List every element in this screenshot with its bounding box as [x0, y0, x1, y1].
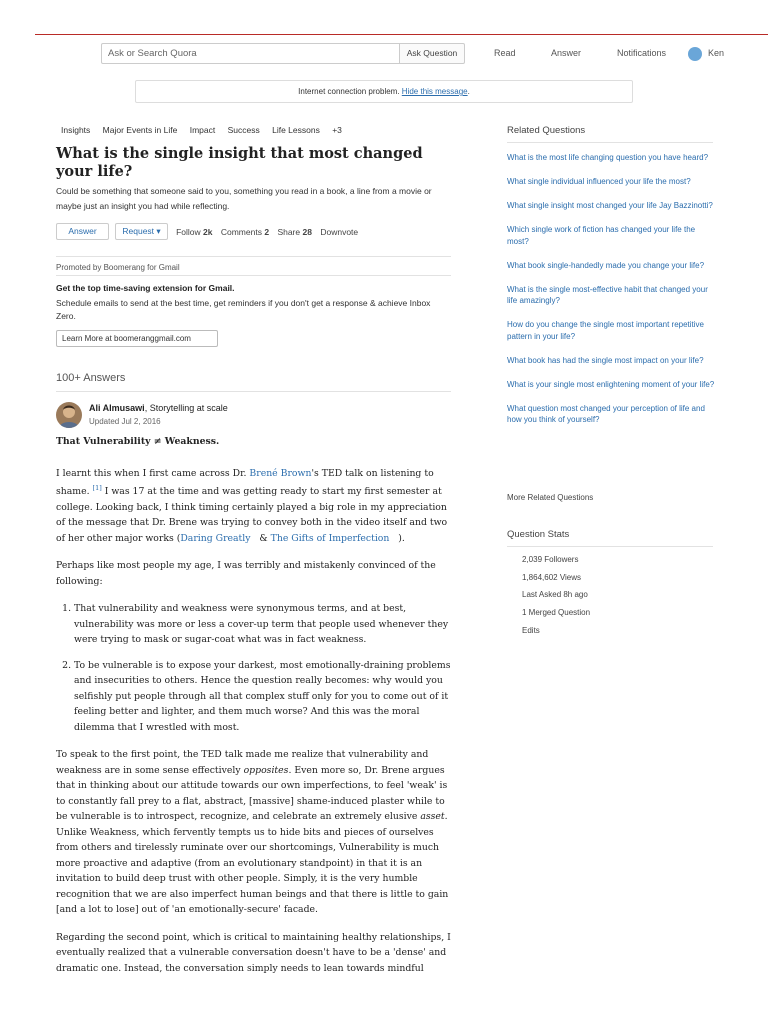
topic-life-lessons[interactable]: Life Lessons [272, 125, 320, 135]
share-count: 28 [302, 226, 312, 237]
question-stats [522, 555, 590, 643]
footnote-link[interactable]: [1] [92, 484, 102, 492]
banner-text: Internet connection problem. [298, 87, 400, 96]
topic-success[interactable]: Success [227, 125, 260, 135]
related-question-link[interactable]: What single individual influenced your life the most? [507, 177, 691, 186]
author-credential: , Storytelling at scale [144, 403, 228, 413]
request-label: Request [122, 226, 155, 236]
text: . Even more so, Dr. Brene argues that in thinking about our attitude towards our own imperfections, to feel 'weak' is to constantly fall prey to a flat, abstract, [massive] shame-induced plaster while to be vulnerable is to introspect, recognize, and celebrate an extremely elusive [56, 764, 448, 823]
caret-down-icon: ▾ [156, 226, 161, 236]
author-name[interactable] [89, 403, 228, 413]
question-detail: Could be something that someone said to you, something you read in a book, a line from a movie or maybe just an insight you had while reflecting. [56, 186, 432, 211]
text: . Unlike Weakness, which fervently tempts us to hide bits and pieces of ourselves from others and tirelessly ruminate over our shortcomings, Vulnerability is much more proactive and adaptive (from an evolutionary standpoint) in that it is an invitation to build deep trust with other people. Simply, it is the very humble recognition that we are also imperfect human beings and that there is little to gain [and a lot to lose] out of 'an emotionally-secure' facade. [56, 811, 449, 916]
text: I was 17 at the time and was getting ready to start my first semester at college. Looking back, I think timing certainly played a big role in my appreciation of the message that Dr. Brene was trying to convey both in the video itself and two of her other major works ( [56, 486, 448, 544]
related-question-link[interactable]: What book has had the single most impact on your life? [507, 355, 704, 365]
text: & [250, 532, 271, 544]
answer-updated-date[interactable]: Updated Jul 2, 2016 [89, 417, 161, 426]
top-accent-bar [35, 34, 768, 35]
user-name[interactable]: Ken [708, 48, 725, 58]
follow-count: 2k [203, 226, 213, 237]
related-question-link[interactable]: Which single work of fiction has changed your life the most? [507, 225, 696, 246]
related-question-link[interactable]: What is the single most-effective habit that changed your life amazingly? [507, 284, 708, 305]
related-questions-list [507, 152, 715, 438]
text: ). [389, 532, 405, 544]
nav-read[interactable]: Read [494, 48, 516, 58]
link-brene-brown[interactable]: Brené Brown [249, 467, 312, 479]
link-daring-greatly[interactable]: Daring Greatly [180, 532, 251, 544]
divider [507, 546, 713, 547]
topic-major-events[interactable]: Major Events in Life [102, 125, 178, 135]
related-question-link[interactable]: What question most changed your perception of life and how you think of yourself? [507, 403, 705, 424]
more-related-questions-link[interactable]: More Related Questions [507, 493, 594, 502]
connection-banner [135, 80, 633, 103]
answer-button[interactable]: Answer [56, 223, 109, 240]
author-avatar[interactable] [56, 402, 82, 428]
list-item: 1. That vulnerability and weakness were synonymous terms, and at best, vulnerability was more or less a cover-up term that people used whenever they were trying to mask or sugar-coat what was in fact weakness. [74, 601, 451, 648]
comments-label: Comments [220, 226, 262, 237]
related-question-link[interactable]: What is the most life changing question you have heard? [507, 153, 709, 162]
promo-learn-more-button[interactable]: Learn More at boomeranggmail.com [56, 330, 218, 347]
banner-suffix: . [467, 87, 470, 96]
list-item: 2. To be vulnerable is to expose your darkest, most emotionally-draining problems and insecurities to others. Hence the question really becomes: why would you selfishly put people through all that complex stuff only for you to come out of it feeling better and lighter, and them much worse? And this was the moral dilemma that I wrestled with most. [74, 658, 451, 736]
related-question-link[interactable]: What is your single most enlightening moment of your life? [507, 379, 715, 389]
follow-label: Follow [176, 226, 201, 237]
stat-last-asked: Last Asked 8h ago [522, 590, 588, 600]
request-button[interactable] [115, 223, 167, 240]
topic-insights[interactable]: Insights [61, 125, 91, 135]
related-questions-title: Related Questions [507, 125, 586, 136]
downvote-button[interactable]: Downvote [320, 226, 359, 237]
emphasis: opposites [243, 764, 289, 776]
comments-button[interactable] [221, 227, 269, 237]
related-question-link[interactable]: What book single-handedly made you change your life? [507, 260, 705, 270]
share-button[interactable] [277, 227, 312, 237]
answers-count: 100+ Answers [56, 372, 126, 384]
answer-paragraph [56, 466, 451, 547]
topic-more[interactable]: +3 [332, 125, 342, 135]
link-gifts-of-imperfection[interactable]: The Gifts of Imperfection [270, 532, 390, 544]
question-title: What is the single insight that most changed your life? [56, 145, 423, 180]
ask-question-button[interactable]: Ask Question [399, 43, 465, 64]
search-input[interactable]: Ask or Search Quora [101, 43, 400, 64]
question-actions [56, 223, 358, 241]
nav-answer[interactable]: Answer [551, 48, 582, 58]
answer-list [56, 601, 451, 735]
divider [56, 275, 451, 276]
answer-body [56, 434, 451, 988]
divider [56, 391, 451, 392]
topic-list [61, 125, 352, 135]
stat-merged[interactable]: 1 Merged Question [522, 608, 591, 618]
related-question-link[interactable]: What single insight most changed your life Jay Bazzinotti? [507, 201, 713, 210]
promo-title[interactable]: Get the top time-saving extension for Gmail. [56, 283, 235, 293]
related-question-link[interactable]: How do you change the single most important repetitive pattern in your life? [507, 320, 704, 341]
topic-impact[interactable]: Impact [189, 125, 216, 135]
hide-message-link[interactable]: Hide this message [401, 87, 468, 96]
share-label: Share [277, 226, 301, 237]
answer-paragraph [56, 747, 451, 918]
divider [507, 142, 713, 143]
user-avatar-icon[interactable] [688, 47, 702, 61]
promo-label: Promoted by Boomerang for Gmail [56, 263, 180, 272]
stat-views: 1,864,602 Views [522, 572, 582, 582]
answer-heading: That Vulnerability ≠ Weakness. [56, 436, 220, 447]
follow-button[interactable] [176, 227, 212, 237]
question-stats-title: Question Stats [507, 529, 570, 540]
answer-paragraph: Perhaps like most people my age, I was terribly and mistakenly convinced of the following: [56, 560, 436, 587]
text: I learnt this when I first came across Dr. [56, 467, 250, 479]
comments-count: 2 [264, 226, 270, 237]
text: 's TED talk on listening to shame. [56, 467, 434, 498]
person-icon [56, 402, 82, 428]
text: To speak to the first point, the TED talk made me realize that vulnerability and weakness are in some sense effectively [56, 749, 429, 776]
emphasis: asset [420, 811, 445, 823]
answer-paragraph: Regarding the second point, which is critical to maintaining healthy relationships, I eventually realized that a vulnerable conversation doesn't have to be a 'dense' and dramatic one. Instead, the conversation simply needs to lean towards mindful [56, 931, 451, 974]
author-name-text: Ali Almusawi [89, 403, 145, 413]
nav-notifications[interactable]: Notifications [617, 48, 667, 58]
stat-followers[interactable]: 2,039 Followers [522, 555, 579, 564]
stat-edits[interactable]: Edits [522, 625, 540, 635]
divider [56, 256, 451, 257]
promo-text: Schedule emails to send at the best time, get reminders if you don't get a response & achieve Inbox Zero. [56, 298, 431, 321]
